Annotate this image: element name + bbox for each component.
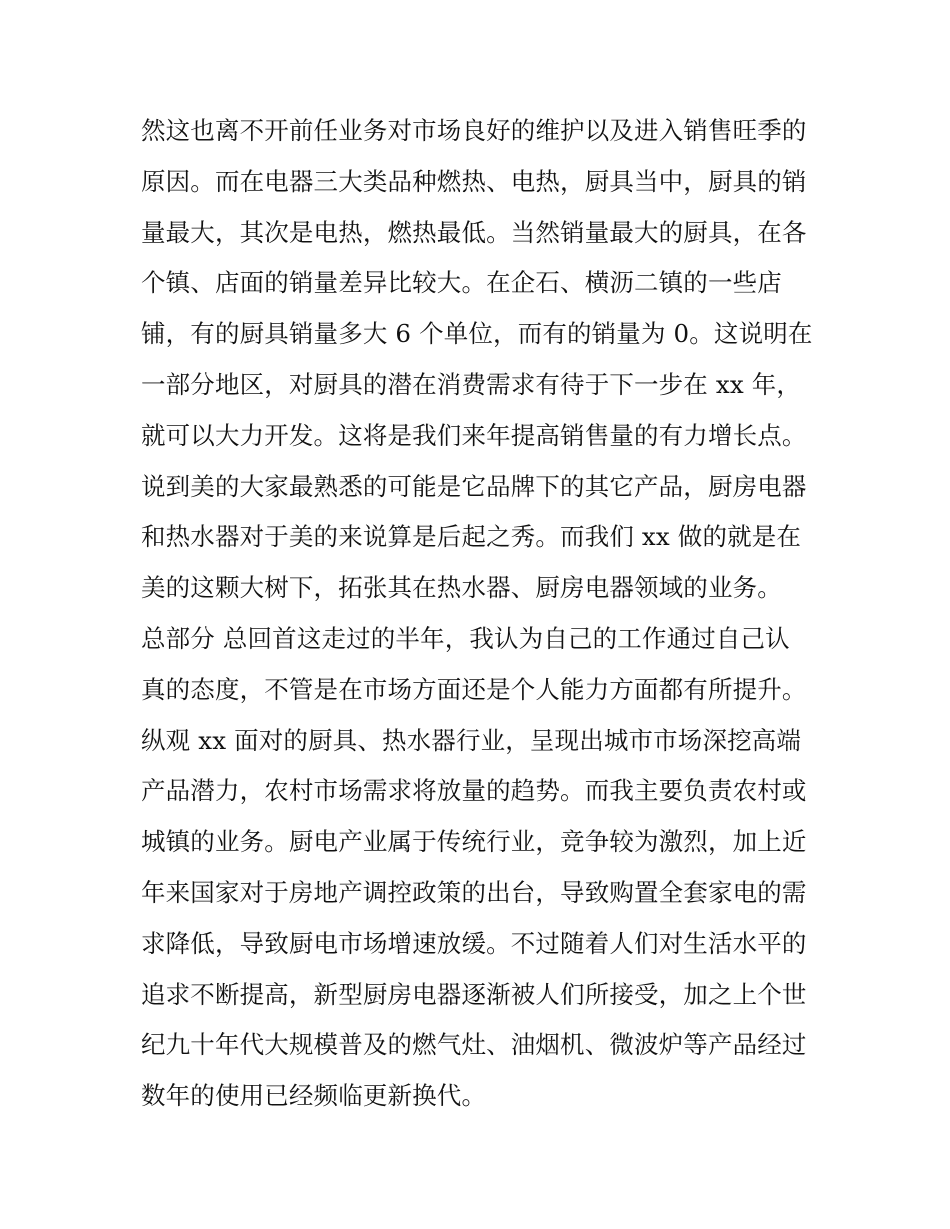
text-line-8: 说到美的大家最熟悉的可能是它品牌下的其它产品，厨房电器: [141, 471, 807, 501]
text-line-18: 追求不断提高，新型厨房电器逐渐被人们所接受，加之上个世: [141, 979, 807, 1009]
text-line-13: 纵观 xx 面对的厨具、热水器行业，呈现出城市市场深挖高端: [141, 725, 802, 755]
text-line-2: 原因。而在电器三大类品种燃热、电热，厨具当中，厨具的销: [141, 166, 807, 196]
text-line-9: 和热水器对于美的来说算是后起之秀。而我们 xx 做的就是在: [141, 522, 802, 552]
text-line-16: 年来国家对于房地产调控政策的出台，导致购置全套家电的需: [141, 877, 807, 907]
text-line-14: 产品潜力，农村市场需求将放量的趋势。而我主要负责农村或: [141, 776, 807, 806]
text-line-19: 纪九十年代大规模普及的燃气灶、油烟机、微波炉等产品经过: [141, 1030, 807, 1060]
text-line-6: 一部分地区，对厨具的潜在消费需求有待于下一步在 xx 年，: [141, 369, 802, 399]
body-text: [141, 106, 831, 1122]
text-line-7: 就可以大力开发。这将是我们来年提高销售量的有力增长点。: [141, 420, 807, 450]
text-line-12: 真的态度，不管是在市场方面还是个人能力方面都有所提升。: [141, 674, 807, 704]
text-line-1: 然这也离不开前任业务对市场良好的维护以及进入销售旺季的: [141, 116, 807, 145]
text-line-17: 求降低，导致厨电市场增速放缓。不过随着人们对生活水平的: [141, 928, 807, 958]
text-line-5: 铺，有的厨具销量多大 6 个单位，而有的销量为 0。这说明在: [141, 319, 813, 349]
text-line-20: 数年的使用已经频临更新换代。: [141, 1081, 487, 1111]
text-line-4: 个镇、店面的销量差异比较大。在企石、横沥二镇的一些店: [141, 268, 782, 298]
text-line-3: 量最大，其次是电热，燃热最低。当然销量最大的厨具，在各: [141, 217, 807, 247]
text-line-10: 美的这颗大树下，拓张其在热水器、厨房电器领域的业务。: [141, 573, 782, 603]
text-line-11: 总部分 总回首这走过的半年，我认为自己的工作通过自己认: [141, 623, 790, 653]
text-line-15: 城镇的业务。厨电产业属于传统行业，竞争较为激烈，加上近: [141, 827, 807, 857]
